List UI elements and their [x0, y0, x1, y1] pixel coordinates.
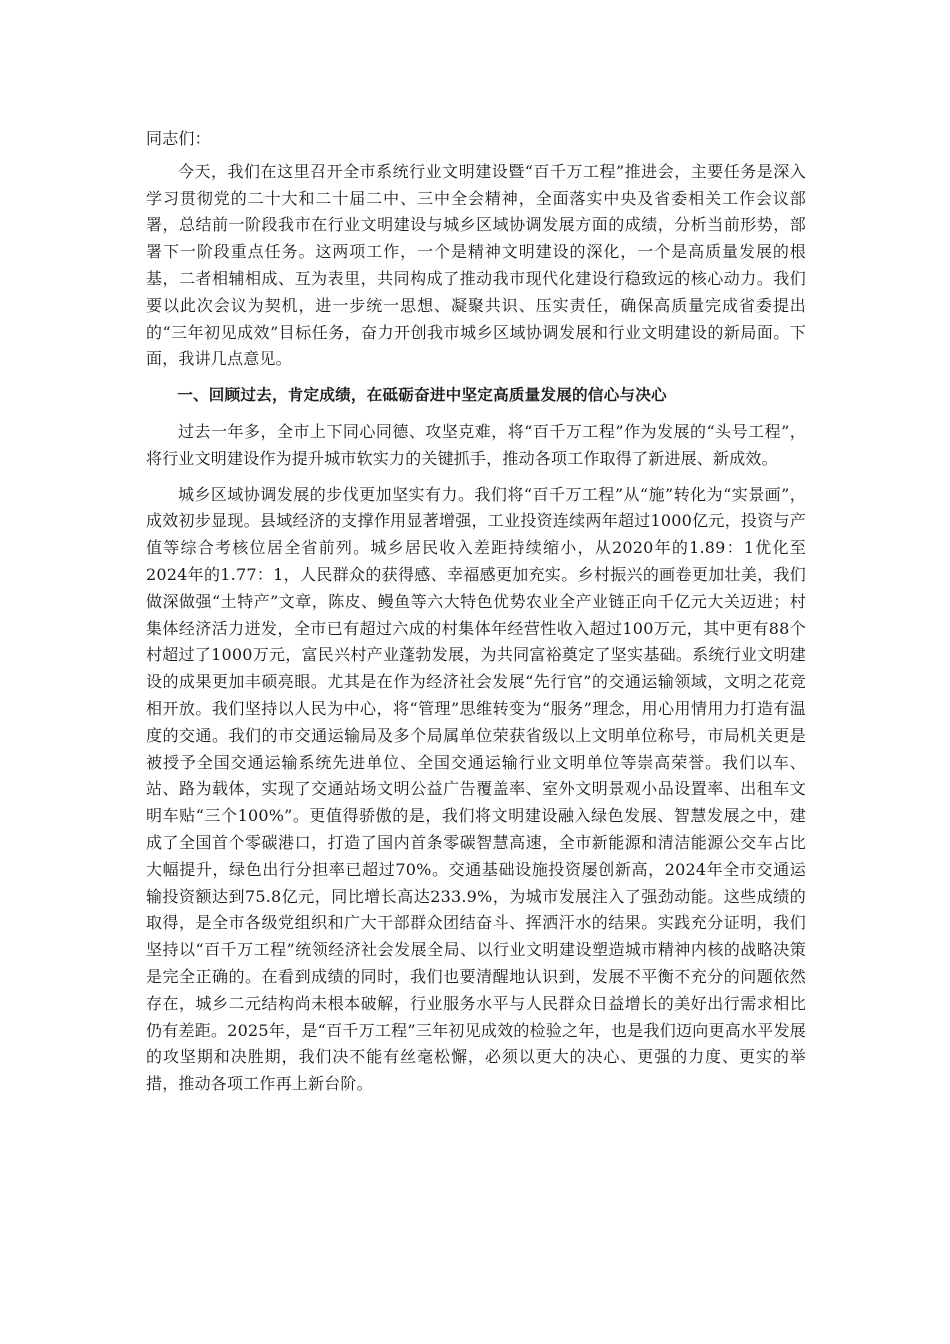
document-body — [146, 126, 806, 1107]
body-paragraph: 过去一年多，全市上下同心同德、攻坚克难，将“百千万工程”作为发展的“头号工程”，将行业文明建设作为提升城市软实力的关键抓手，推动各项工作取得了新进展、新成效。 — [146, 421, 806, 468]
intro-paragraph: 今天，我们在这里召开全市系统行业文明建设暨“百千万工程”推进会，主要任务是深入学习贯彻党的二十大和二十届二中、三中全会精神，全面落实中央及省委相关工作会议部署，总结前一阶段我市在行业文明建设与城乡区域协调发展方面的成绩，分析当前形势，部署下一阶段重点任务。这两项工作，一个是精神文明建设的深化，一个是高质量发展的根基，二者相辅相成、互为表里，共同构成了推动我市现代化建设行稳致远的核心动力。我们要以此次会议为契机，进一步统一思想、凝聚共识、压实责任，确保高质量完成省委提出的“三年初见成效”目标任务，奋力开创我市城乡区域协调发展和行业文明建设的新局面。下面，我讲几点意见。 — [146, 161, 806, 369]
salutation: 同志们： — [146, 129, 211, 148]
section-heading: 一、回顾过去，肯定成绩，在砥砺奋进中坚定高质量发展的信心与决心 — [177, 386, 667, 405]
body-paragraph: 城乡区域协调发展的步伐更加坚实有力。我们将“百千万工程”从“施”转化为“实景画”，成效初步显现。县域经济的支撑作用显著增强，工业投资连续两年超过1000亿元，投资与产值等综合考核位居全省前列。城乡居民收入差距持续缩小，从2020年的1.89：1优化至2024年的1.77：1，人民群众的获得感、幸福感更加充实。乡村振兴的画卷更加壮美，我们做深做强“土特产”文章，陈皮、鳗鱼等六大特色优势农业全产业链正向千亿元大关迈进；村集体经济活力迸发，全市已有超过六成的村集体年经营性收入超过100万元，其中更有88个村超过了1000万元，富民兴村产业蓬勃发展，为共同富裕奠定了坚实基础。系统行业文明建设的成果更加丰硕亮眼。尤其是在作为经济社会发展“先行官”的交通运输领域，文明之花竞相开放。我们坚持以人民为中心，将“管理”思维转变为“服务”理念，用心用情用力打造有温度的交通。我们的市交通运输局及多个局属单位荣获省级以上文明单位称号，市局机关更是被授予全国交通运输系统先进单位、全国交通运输行业文明单位等崇高荣誉。我们以车、站、路为载体，实现了交通站场文明公益广告覆盖率、室外文明景观小品设置率、出租车文明车贴“三个100%”。更值得骄傲的是，我们将文明建设融入绿色发展、智慧发展之中，建成了全国首个零碳港口，打造了国内首条零碳智慧高速，全市新能源和清洁能源公交车占比大幅提升，绿色出行分担率已超过70%。交通基础设施投资屡创新高，2024年全市交通运输投资额达到75.8亿元，同比增长高达233.9%，为城市发展注入了强劲动能。这些成绩的取得，是全市各级党组织和广大干部群众团结奋斗、挥洒汗水的结果。实践充分证明，我们坚持以“百千万工程”统领经济社会发展全局、以行业文明建设塑造城市精神内核的战略决策是完全正确的。在看到成绩的同时，我们也要清醒地认识到，发展不平衡不充分的问题依然存在，城乡二元结构尚未根本破解，行业服务水平与人民群众日益增长的美好出行需求相比仍有差距。2025年，是“百千万工程”三年初见成效的检验之年，也是我们迈向更高水平发展的攻坚期和决胜期，我们决不能有丝毫松懈，必须以更大的决心、更强的力度、更实的举措，推动各项工作再上新台阶。 — [146, 484, 806, 1094]
